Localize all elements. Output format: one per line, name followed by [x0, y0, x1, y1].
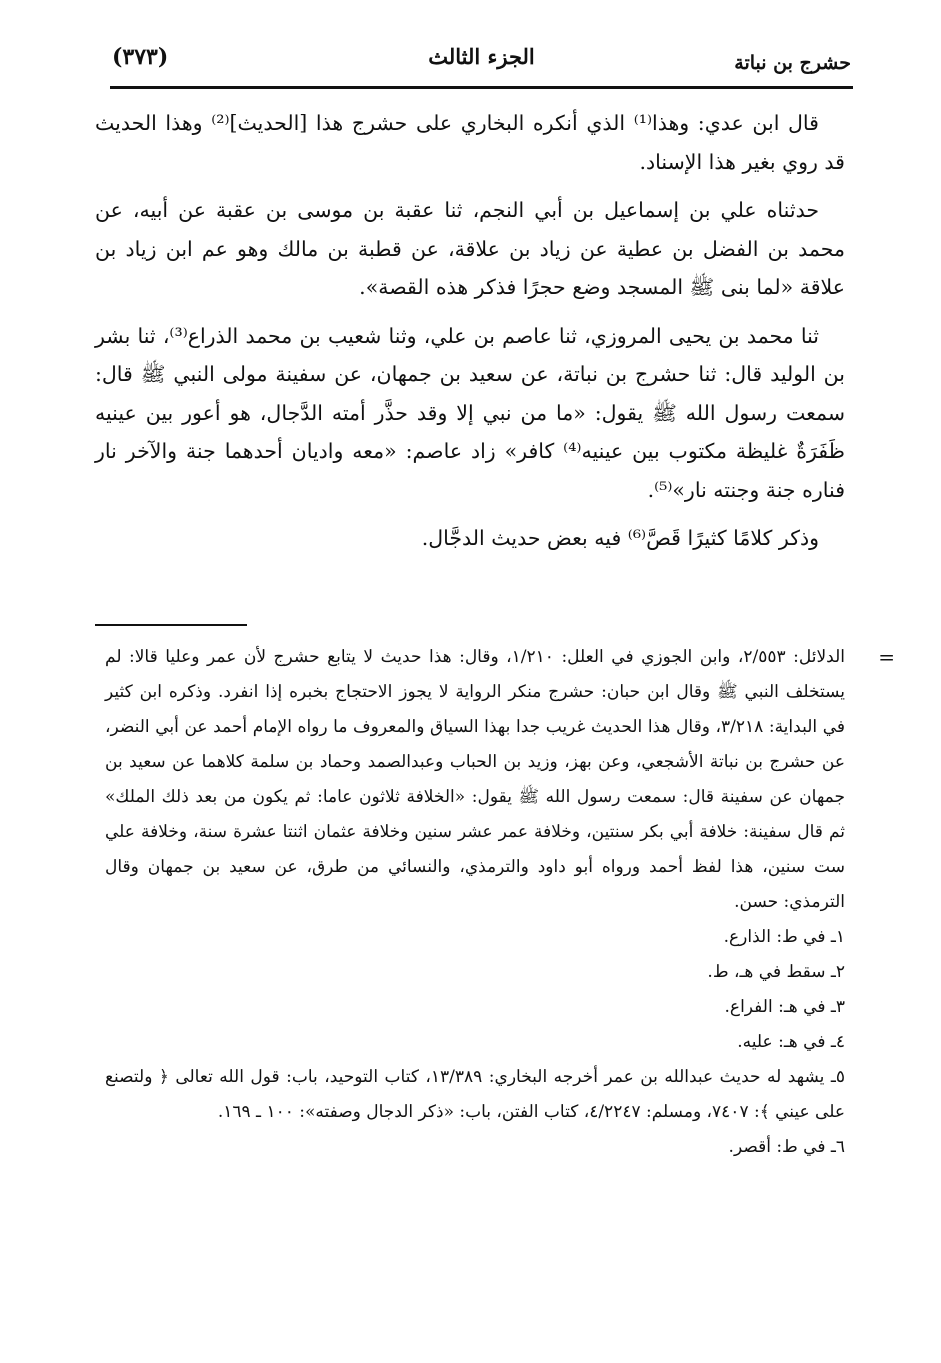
paragraph: قال ابن عدي: وهذا⁽¹⁾ الذي أنكره البخاري على حشرج هذا [الحديث]⁽²⁾ وهذا الحديث قد روي بغير هذا الإسناد. [95, 111, 845, 174]
footnote: ٣ـ في هـ: الفراع. [724, 997, 845, 1017]
paragraph: وذكر كلامًا كثيرًا قَصَّ⁽⁶⁾ فيه بعض حديث الدجَّال. [421, 526, 819, 550]
page-header [112, 40, 851, 84]
footnote-separator [95, 624, 247, 626]
footnote: ٥ـ يشهد له حديث عبدالله بن عمر أخرجه البخاري: ١٣/٣٨٩، كتاب التوحيد، باب: قول الله تعالى ﴿ ولتصنع على عيني ﴾: ٧٤٠٧، ومسلم: ٤/٢٢٤٧، كتاب الفتن، باب: «ذكر الدجال وصفته»: ١٠٠ ـ ١٦٩. [105, 1067, 845, 1122]
paragraph: ثنا محمد بن يحيى المروزي، ثنا عاصم بن علي، وثنا شعيب بن محمد الذراع⁽³⁾، ثنا بشر بن الوليد قال: ثنا حشرج بن نباتة، عن سعيد بن جمهان، عن سفينة مولى النبي ﷺ قال: سمعت رسول الله ﷺ يقول: «ما من نبي إلا وقد حذَّر أمته الدَّجال، هو أعور بين عينيه ظَفَرَةٌ غليظة مكتوب بين عينيه⁽⁴⁾ كافر» زاد عاصم: «معه واديان أحدهما جنة والآخر نار فناره جنة وجنته نار»⁽⁵⁾. [95, 323, 845, 502]
paragraph: حدثناه علي بن إسماعيل بن أبي النجم، ثنا عقبة بن موسى بن عقبة عن أبيه، عن محمد بن الفضل بن عطية عن زياد بن علاقة، عن قطبة بن مالك وهو عم ابن زياد بن علاقة «لما بنى ﷺ المسجد وضع حجرًا فذكر هذه القصة». [95, 198, 845, 299]
footnote: ٢ـ سقط في هـ، ط. [707, 962, 845, 982]
continued-footnote [105, 640, 895, 920]
footnote: ٦ـ في ط: أقصر. [728, 1137, 845, 1157]
volume-title: الجزء الثالث [428, 44, 535, 69]
running-title: حشرج بن نباتة [734, 52, 851, 74]
continued-footnote-text: الدلائل: ٢/٥٥٣، وابن الجوزي في العلل: ١/٢١٠، وقال: هذا حديث لا يتابع حشرج لأن عمر وعليا قالا: لم يستخلف النبي ﷺ وقال ابن حبان: حشرج منكر الرواية لا يجوز الاحتجاج بخبره إذا انفرد. وذكره ابن كثير في البداية: ٣/٢١٨، وقال هذا الحديث غريب جدا بهذا السياق والمعروف ما رواه الإمام أحمد عن أبي النضر، عن حشرج بن نباتة الأشجعي، وعن بهز، وزيد بن الحباب وعبدالصمد وحماد بن سلمة كلاهما عن سعيد بن جمهان عن سفينة قال: سمعت رسول الله ﷺ يقول: «الخلافة ثلاثون عاما: ثم يكون من بعد ذلك الملك» ثم قال سفينة: خلافة أبي بكر سنتين، وخلافة عمر عشر سنين وخلافة عثمان اثنتا عشرة سنة، وخلافة علي ست سنين، هذا لفظ أحمد ورواه أبو داود والترمذي، والنسائي من طرق، عن سعيد بن جمهان وقال الترمذي: حسن. [105, 647, 845, 912]
main-text [95, 104, 845, 568]
header-rule [110, 86, 853, 89]
footnote: ٤ـ في هـ: عليه. [737, 1032, 845, 1052]
footnote: ١ـ في ط: الذارع. [723, 927, 845, 947]
footnotes [105, 640, 895, 1165]
continuation-mark: = [878, 645, 895, 669]
page-number: (٣٧٣) [112, 44, 169, 70]
